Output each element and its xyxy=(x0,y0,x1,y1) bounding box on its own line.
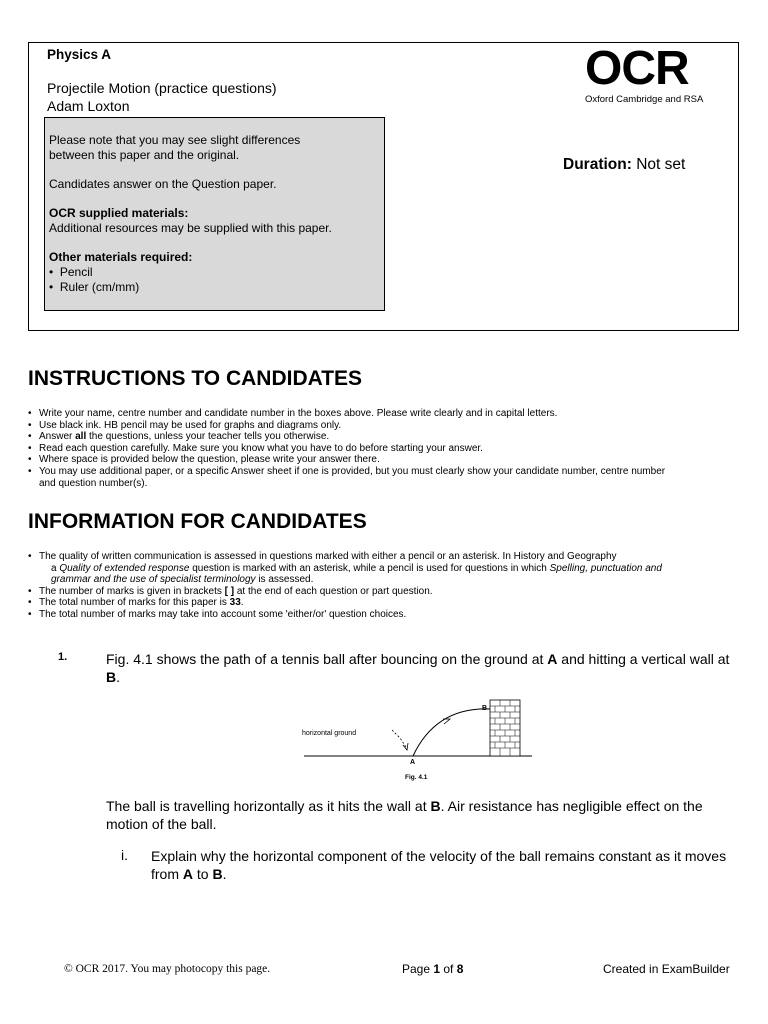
figure-4-1 xyxy=(296,697,536,783)
information-list xyxy=(28,551,740,621)
note-line-2: between this paper and the original. xyxy=(49,148,240,162)
ground-label: horizontal ground xyxy=(302,730,357,737)
logo-wordmark: OCR xyxy=(585,42,689,95)
supplied-text: Additional resources may be supplied with this paper. xyxy=(49,221,332,235)
subquestion-text: Explain why the horizontal component of the velocity of the ball remains constant as it moves from A to B. xyxy=(151,848,727,882)
footer-page-number: Page 1 of 8 xyxy=(402,962,464,976)
other-heading: Other materials required: xyxy=(49,250,193,264)
instructions-list xyxy=(28,408,740,489)
incoming-path xyxy=(392,730,406,747)
list-item: • The total number of marks may take into account some 'either/or' question choices. xyxy=(28,609,740,621)
duration-label: Duration: xyxy=(563,156,632,173)
list-item: • Answer all the questions, unless your teacher tells you otherwise. xyxy=(28,431,740,443)
information-heading: INFORMATION FOR CANDIDATES xyxy=(28,510,367,533)
subquestion-number: i. xyxy=(121,847,128,863)
list-item: • Write your name, centre number and candidate number in the boxes above. Please write clearly and in capital letters. xyxy=(28,408,740,420)
list-item: • Where space is provided below the question, please write your answer there. xyxy=(28,454,740,466)
question-context: The ball is travelling horizontally as it hits the wall at B. Air resistance has negligible effect on the motion of the ball. xyxy=(106,798,703,832)
author-name: Adam Loxton xyxy=(47,98,130,114)
figure-caption: Fig. 4.1 xyxy=(405,774,428,781)
materials-panel xyxy=(44,117,385,311)
list-item: • You may use additional paper, or a specific Answer sheet if one is provided, but you must clearly show your candidate number, centre number and question number(s). xyxy=(28,466,740,489)
other-item: • Ruler (cm/mm) xyxy=(49,280,140,294)
paper-title: Projectile Motion (practice questions) xyxy=(47,80,277,96)
supplied-heading: OCR supplied materials: xyxy=(49,206,189,220)
ocr-logo xyxy=(585,42,725,105)
trajectory-curve xyxy=(413,709,490,756)
other-item: • Pencil xyxy=(49,265,93,279)
list-item: • The number of marks is given in brackets [ ] at the end of each question or part question. xyxy=(28,586,740,598)
list-item: • The quality of written communication is assessed in questions marked with either a pencil or an asterisk. In History and Geography a Quality of extended response question is marked with an asterisk, while a pencil is used for questions in which Spelling, punctuation and grammar and the use of specialist terminology is assessed. xyxy=(28,551,740,586)
list-item: • The total number of marks for this paper is 33. xyxy=(28,597,740,609)
list-item: • Use black ink. HB pencil may be used for graphs and diagrams only. xyxy=(28,420,740,432)
footer-created: Created in ExamBuilder xyxy=(603,962,730,976)
duration-value: Not set xyxy=(636,156,686,173)
point-b-label: B xyxy=(482,705,488,712)
footer-copyright: © OCR 2017. You may photocopy this page. xyxy=(64,963,271,975)
answer-instruction: Candidates answer on the Question paper. xyxy=(49,177,277,191)
question-intro: Fig. 4.1 shows the path of a tennis ball after bouncing on the ground at A and hitting a vertical wall at B. xyxy=(106,651,730,685)
logo-subtitle: Oxford Cambridge and RSA xyxy=(585,94,704,105)
point-a-label: A xyxy=(410,759,416,766)
subject-title: Physics A xyxy=(47,47,112,62)
brick-wall xyxy=(490,700,520,756)
note-line-1: Please note that you may see slight differences xyxy=(49,133,301,147)
duration xyxy=(563,156,685,174)
header-box xyxy=(28,42,739,331)
list-item: • Read each question carefully. Make sure you know what you have to do before starting your answer. xyxy=(28,443,740,455)
instructions-heading: INSTRUCTIONS TO CANDIDATES xyxy=(28,367,363,390)
question-number: 1. xyxy=(58,651,68,663)
